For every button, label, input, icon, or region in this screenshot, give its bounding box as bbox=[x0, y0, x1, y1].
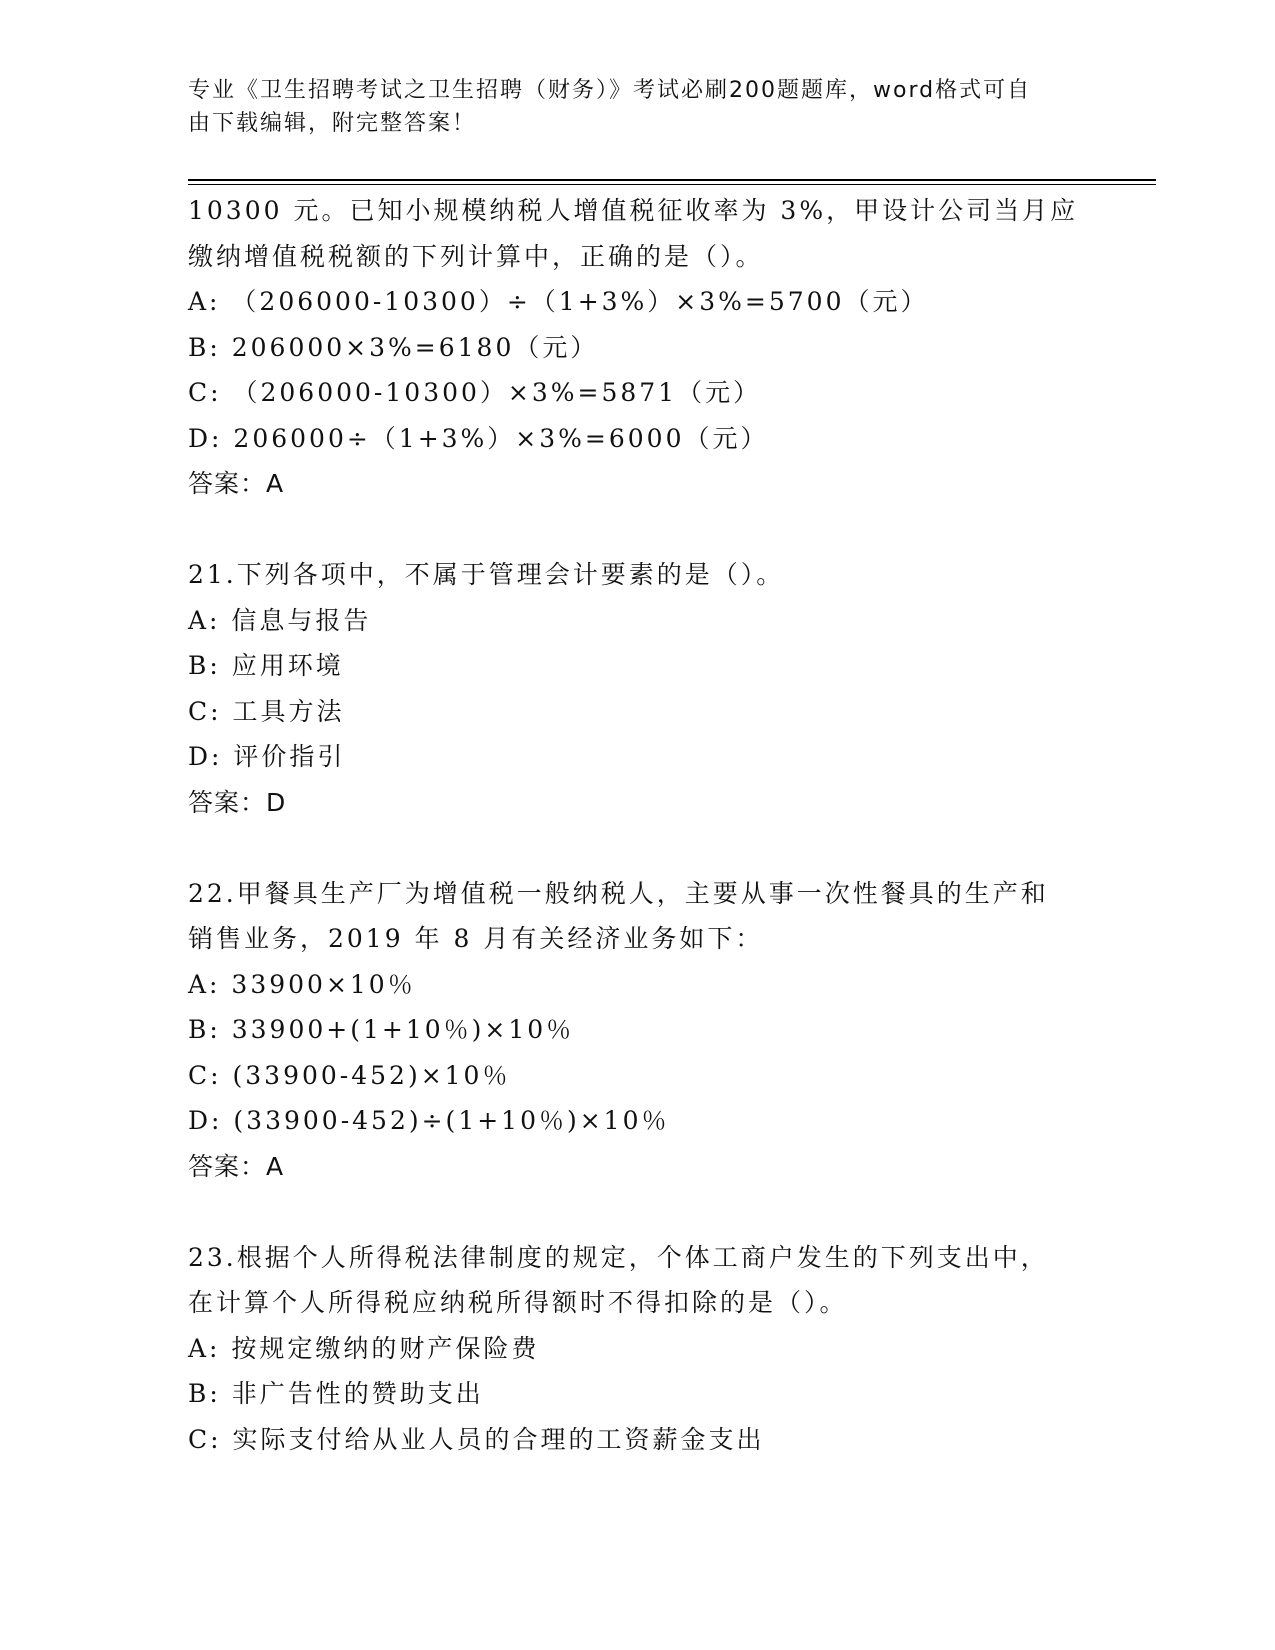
question-20 bbox=[188, 188, 1088, 507]
question-20-option-c: C: （206000-10300）×3%=5871（元） bbox=[188, 378, 762, 407]
question-22-option-d: D: (33900-452)÷(1+10％)×10％ bbox=[188, 1106, 670, 1135]
question-22-text-line-1: 22.甲餐具生产厂为增值税一般纳税人，主要从事一次性餐具的生产和 bbox=[188, 878, 1049, 908]
question-21-text-line-1: 21.下列各项中，不属于管理会计要素的是（）。 bbox=[188, 560, 785, 589]
question-23-option-c: C: 实际支付给从业人员的合理的工资薪金支出 bbox=[188, 1424, 765, 1454]
header-line-2: 由下载编辑，附完整答案！ bbox=[188, 111, 477, 136]
question-22-option-a: A: 33900×10％ bbox=[188, 969, 416, 999]
question-20-option-a: A: （206000-10300）÷（1+3%）×3%=5700（元） bbox=[188, 287, 929, 316]
question-22 bbox=[188, 871, 1088, 1190]
question-23-option-a: A: 按规定缴纳的财产保险费 bbox=[188, 1333, 540, 1363]
question-22-answer: 答案：A bbox=[188, 1151, 285, 1181]
question-22-option-c: C: (33900-452)×10％ bbox=[188, 1060, 511, 1090]
question-20-answer: 答案：A bbox=[188, 469, 285, 498]
header-line-1: 专业《卫生招聘考试之卫生招聘（财务）》考试必刷200题题库，word格式可自 bbox=[188, 78, 1032, 103]
question-22-text-line-2: 销售业务，2019 年 8 月有关经济业务如下： bbox=[188, 924, 764, 953]
header-rule-thick bbox=[188, 179, 1156, 181]
document-header bbox=[188, 74, 1088, 140]
question-20-option-b: B: 206000×3%=6180（元） bbox=[188, 332, 599, 362]
question-21-option-d: D: 评价指引 bbox=[188, 742, 346, 771]
question-21-answer: 答案：D bbox=[188, 787, 287, 817]
header-rule-thin bbox=[188, 184, 1156, 185]
spacer bbox=[188, 1189, 1088, 1235]
question-20-text-line-2: 缴纳增值税税额的下列计算中，正确的是（）。 bbox=[188, 241, 764, 271]
spacer bbox=[188, 825, 1088, 871]
question-21-option-b: B: 应用环境 bbox=[188, 651, 344, 680]
document-body bbox=[188, 188, 1088, 1462]
spacer bbox=[188, 507, 1088, 553]
question-21-option-a: A: 信息与报告 bbox=[188, 605, 372, 635]
question-23 bbox=[188, 1235, 1088, 1463]
question-21-option-c: C: 工具方法 bbox=[188, 696, 345, 726]
question-23-text-line-2: 在计算个人所得税应纳税所得额时不得扣除的是（）。 bbox=[188, 1288, 848, 1317]
question-20-option-d: D: 206000÷（1+3%）×3%=6000（元） bbox=[188, 423, 769, 453]
question-22-option-b: B: 33900+(1+10％)×10％ bbox=[188, 1015, 575, 1044]
question-21 bbox=[188, 552, 1088, 825]
question-23-text-line-1: 23.根据个人所得税法律制度的规定，个体工商户发生的下列支出中， bbox=[188, 1242, 1049, 1272]
question-20-text-line-1: 10300 元。已知小规模纳税人增值税征收率为 3%，甲设计公司当月应 bbox=[188, 196, 1079, 225]
question-23-option-b: B: 非广告性的赞助支出 bbox=[188, 1379, 484, 1408]
